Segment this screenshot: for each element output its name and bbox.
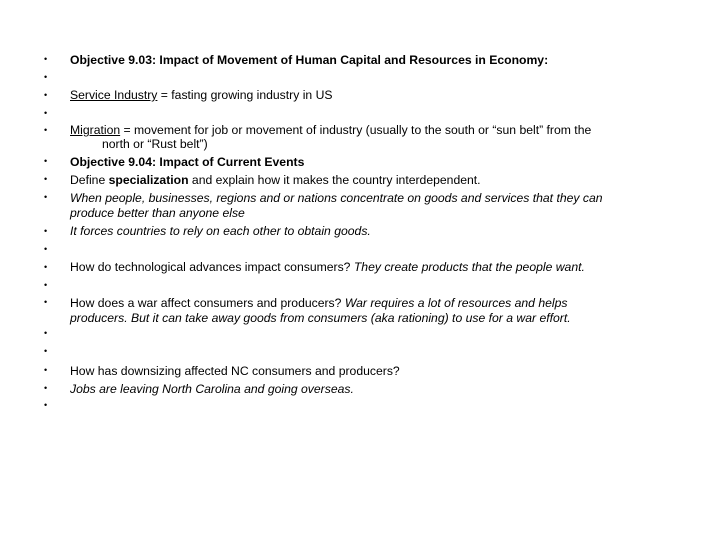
objective-label: Objective 9.04: — [70, 155, 157, 169]
service-industry-line — [70, 89, 710, 102]
bullet-marker: • — [44, 226, 48, 236]
vocab-definition: = movement for job or movement of industry (usually to the south or “sun belt” from the — [120, 123, 592, 137]
migration-continuation: north or “Rust belt”) — [102, 137, 208, 151]
bullet-marker: • — [44, 174, 48, 184]
specialization-answer-continuation: produce better than anyone else — [70, 206, 245, 220]
bullet-marker: • — [44, 297, 48, 307]
answer-text: War requires a lot of resources and helps — [341, 296, 568, 310]
answer-text: They create products that the people want. — [350, 260, 585, 274]
bullet-marker: • — [44, 346, 48, 356]
bullet-marker: • — [44, 262, 48, 272]
bullet-marker: • — [44, 156, 48, 166]
bullet-marker: • — [44, 125, 48, 135]
vocab-term: specialization — [108, 173, 189, 187]
technology-question-line — [70, 261, 710, 274]
question-text: How do technological advances impact consumers? — [70, 260, 351, 274]
interdependence-answer: It forces countries to rely on each other to obtain goods. — [70, 224, 371, 238]
objective-text: Impact of Movement of Human Capital and Resources in Economy: — [156, 53, 549, 67]
bullet-marker: • — [44, 54, 48, 64]
objective-text: Impact of Current Events — [156, 155, 305, 169]
specialization-answer: When people, businesses, regions and or nations concentrate on goods and services that they can — [70, 191, 603, 205]
war-question-line — [70, 297, 710, 310]
vocab-definition: = fasting growing industry in US — [157, 88, 333, 102]
bullet-marker: • — [44, 280, 48, 290]
bullet-marker: • — [44, 400, 48, 410]
bullet-marker: • — [44, 365, 48, 375]
question-text: How does a war affect consumers and producers? — [70, 296, 342, 310]
bullet-marker: • — [44, 90, 48, 100]
bullet-marker: • — [44, 72, 48, 82]
objective-904-line — [70, 156, 710, 169]
vocab-term: Migration — [70, 123, 121, 137]
bullet-marker: • — [44, 192, 48, 202]
prompt-text: Define — [70, 173, 109, 187]
bullet-marker: • — [44, 383, 48, 393]
bullet-marker: • — [44, 108, 48, 118]
vocab-term: Service Industry — [70, 88, 158, 102]
prompt-text: and explain how it makes the country interdependent. — [188, 173, 481, 187]
specialization-prompt — [70, 174, 710, 187]
migration-line — [70, 124, 710, 137]
war-answer-continuation: producers. But it can take away goods from consumers (aka rationing) to use for a war effort. — [70, 311, 571, 325]
downsizing-question-line: How has downsizing affected NC consumers and producers? — [70, 364, 400, 378]
bullet-marker: • — [44, 244, 48, 254]
downsizing-answer: Jobs are leaving North Carolina and going overseas. — [70, 382, 354, 396]
objective-label: Objective 9.03: — [70, 53, 157, 67]
bullet-marker: • — [44, 328, 48, 338]
objective-903-line — [70, 54, 710, 67]
